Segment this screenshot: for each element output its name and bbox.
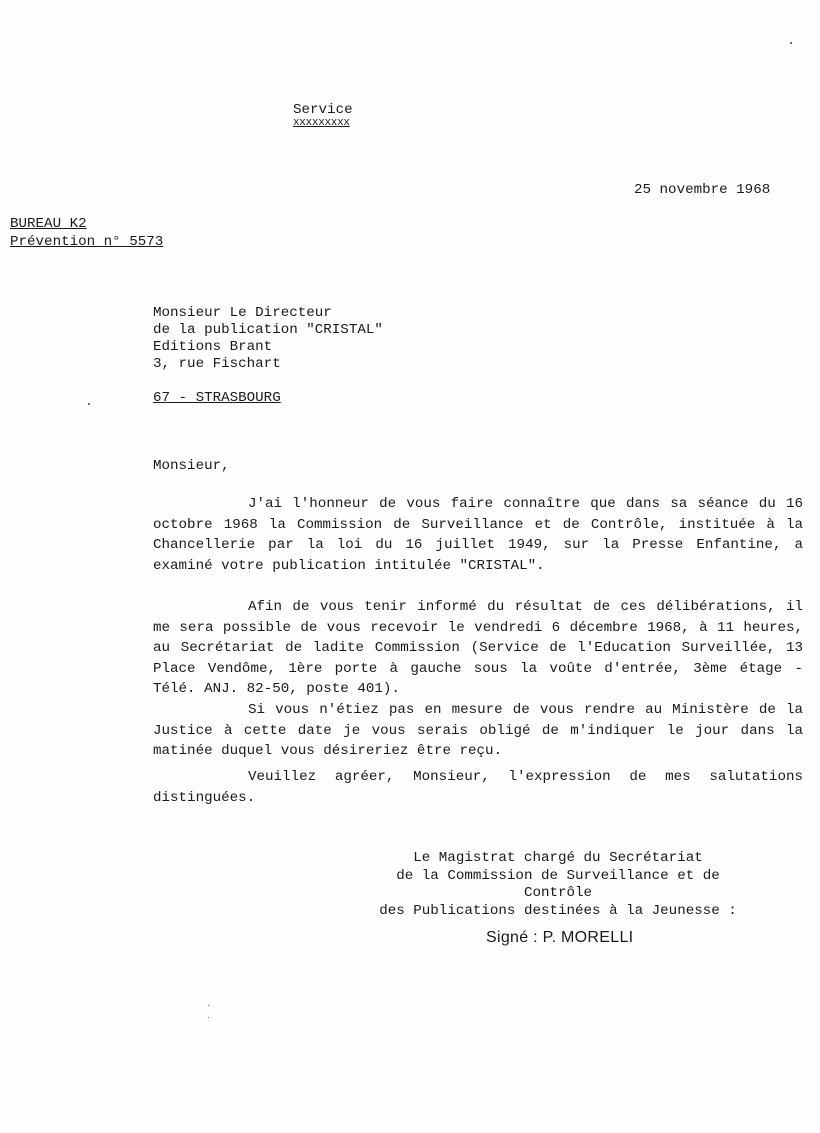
paragraph-3-text: Si vous n'étiez pas en mesure de vous rendre au Ministère de la Justice à cette date je vous serais obligé de m'indiquer le jour dans la matinée duquel vous désireriez être reçu. bbox=[153, 702, 803, 759]
bureau-reference: BUREAU K2 bbox=[10, 216, 87, 232]
paragraph-1 bbox=[153, 494, 803, 576]
paper-speck bbox=[88, 403, 90, 405]
signature-line-2: de la Commission de Surveillance et de Contrôle bbox=[396, 867, 720, 901]
paper-speck bbox=[208, 1005, 209, 1006]
service-heading: Service bbox=[293, 102, 353, 118]
recipient-line-1: Monsieur Le Directeur bbox=[153, 305, 332, 321]
recipient-line-2: de la publication "CRISTAL" bbox=[153, 322, 383, 338]
recipient-city: 67 - STRASBOURG bbox=[153, 390, 281, 406]
prevention-number: Prévention n° 5573 bbox=[10, 234, 164, 250]
paragraph-3 bbox=[153, 700, 803, 762]
signature-line-1: Le Magistrat chargé du Secrétariat bbox=[413, 850, 703, 866]
paragraph-4-text: Veuillez agréer, Monsieur, l'expression de mes salutations distinguées. bbox=[153, 769, 803, 806]
struck-out-text: xxxxxxxxx bbox=[293, 117, 350, 129]
paragraph-4 bbox=[153, 767, 803, 808]
signed-stamp: Signé : P. MORELLI bbox=[486, 929, 634, 946]
paper-speck bbox=[208, 1017, 209, 1018]
letter-date: 25 novembre 1968 bbox=[634, 182, 771, 198]
paragraph-1-text: J'ai l'honneur de vous faire connaître que dans sa séance du 16 octobre 1968 la Commission de Surveillance et de Contrôle, instituée à la Chancellerie par la loi du 16 juillet 1949, sur la Presse Enfantine, a examiné votre publication intitulée "CRISTAL". bbox=[153, 496, 803, 574]
salutation: Monsieur, bbox=[153, 458, 230, 474]
paper-speck bbox=[790, 42, 792, 44]
signature-block bbox=[368, 850, 748, 920]
paragraph-2 bbox=[153, 597, 803, 700]
recipient-line-3: Editions Brant bbox=[153, 339, 273, 355]
paragraph-2-text: Afin de vous tenir informé du résultat de ces délibérations, il me sera possible de vous recevoir le vendredi 6 décembre 1968, à 11 heures, au Secrétariat de ladite Commission (Service de l'Education Surveillée, 13 Place Vendôme, 1ère porte à gauche sous la voûte d'entrée, 3ème étage - Télé. ANJ. 82-50, poste 401). bbox=[153, 599, 803, 697]
signature-line-3: des Publications destinées à la Jeunesse : bbox=[379, 902, 737, 919]
recipient-line-4: 3, rue Fischart bbox=[153, 356, 281, 372]
